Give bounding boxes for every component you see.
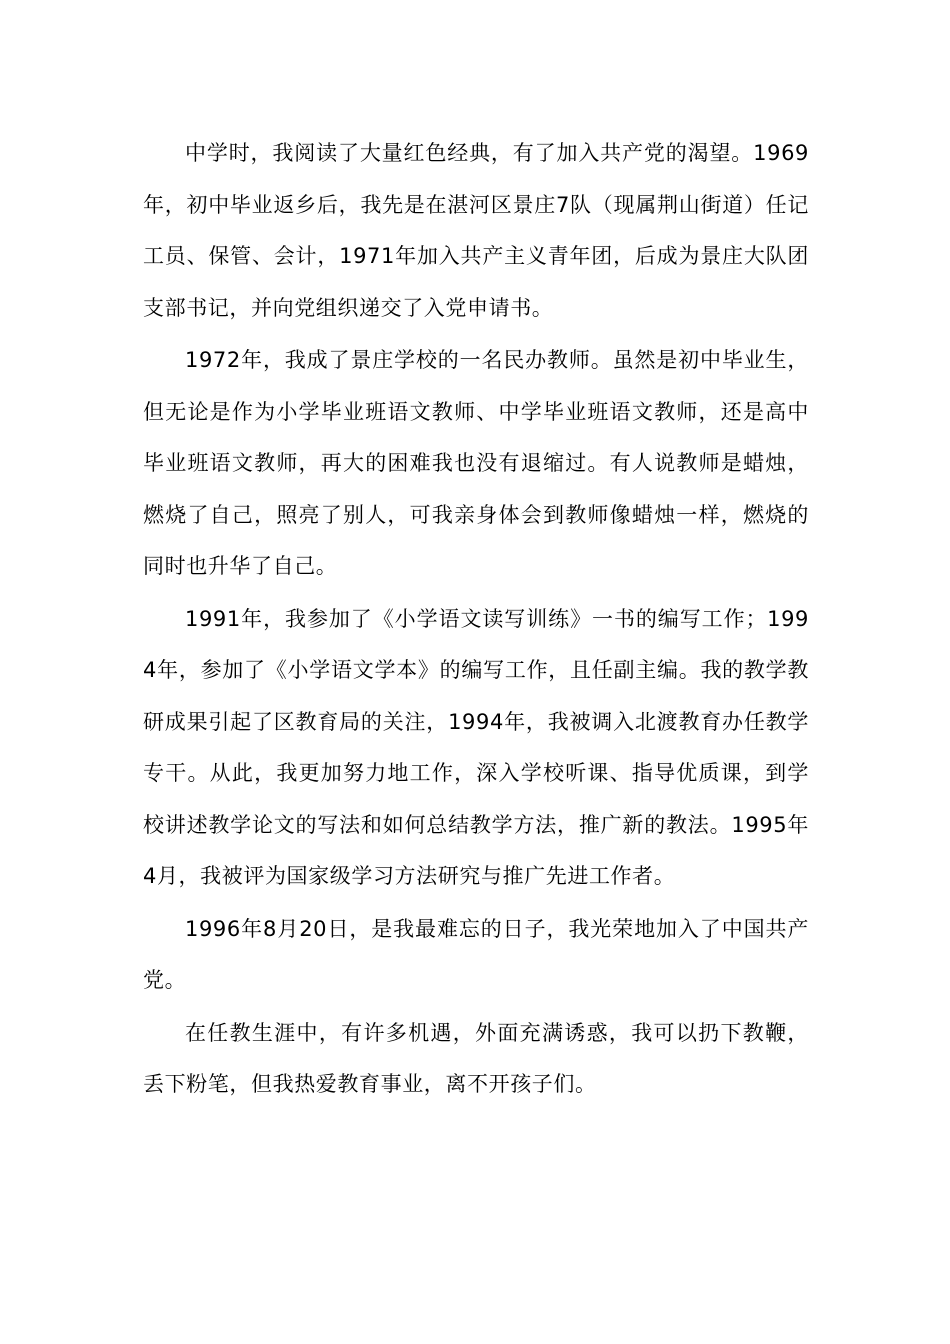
paragraph: 中学时，我阅读了大量红色经典，有了加入共产党的渴望。1969年，初中毕业返乡后，我先是在湛河区景庄7队（现属荆山街道）任记工员、保管、会计，1971年加入共产主义青年团，后成为景庄大队团支部书记，并向党组织递交了入党申请书。 [143, 141, 809, 320]
paragraph: 1972年，我成了景庄学校的一名民办教师。虽然是初中毕业生，但无论是作为小学毕业班语文教师、中学毕业班语文教师，还是高中毕业班语文教师，再大的困难我也没有退缩过。有人说教师是蜡烛，燃烧了自己，照亮了别人，可我亲身体会到教师像蜡烛一样，燃烧的同时也升华了自己。 [143, 348, 809, 578]
paragraph: 在任教生涯中，有许多机遇，外面充满诱惑，我可以扔下教鞭，丢下粉笔，但我热爱教育事业，离不开孩子们。 [143, 1020, 809, 1096]
paragraph: 1991年，我参加了《小学语文读写训练》一书的编写工作；1994年，参加了《小学语文学本》的编写工作，且任副主编。我的教学教研成果引起了区教育局的关注，1994年，我被调入北渡教育办任教学专干。从此，我更加努力地工作，深入学校听课、指导优质课，到学校讲述教学论文的写法和如何总结教学方法，推广新的教法。1995年4月，我被评为国家级学习方法研究与推广先进工作者。 [143, 606, 809, 888]
document-body [143, 128, 809, 1112]
paragraph: 1996年8月20日，是我最难忘的日子，我光荣地加入了中国共产党。 [143, 916, 809, 992]
